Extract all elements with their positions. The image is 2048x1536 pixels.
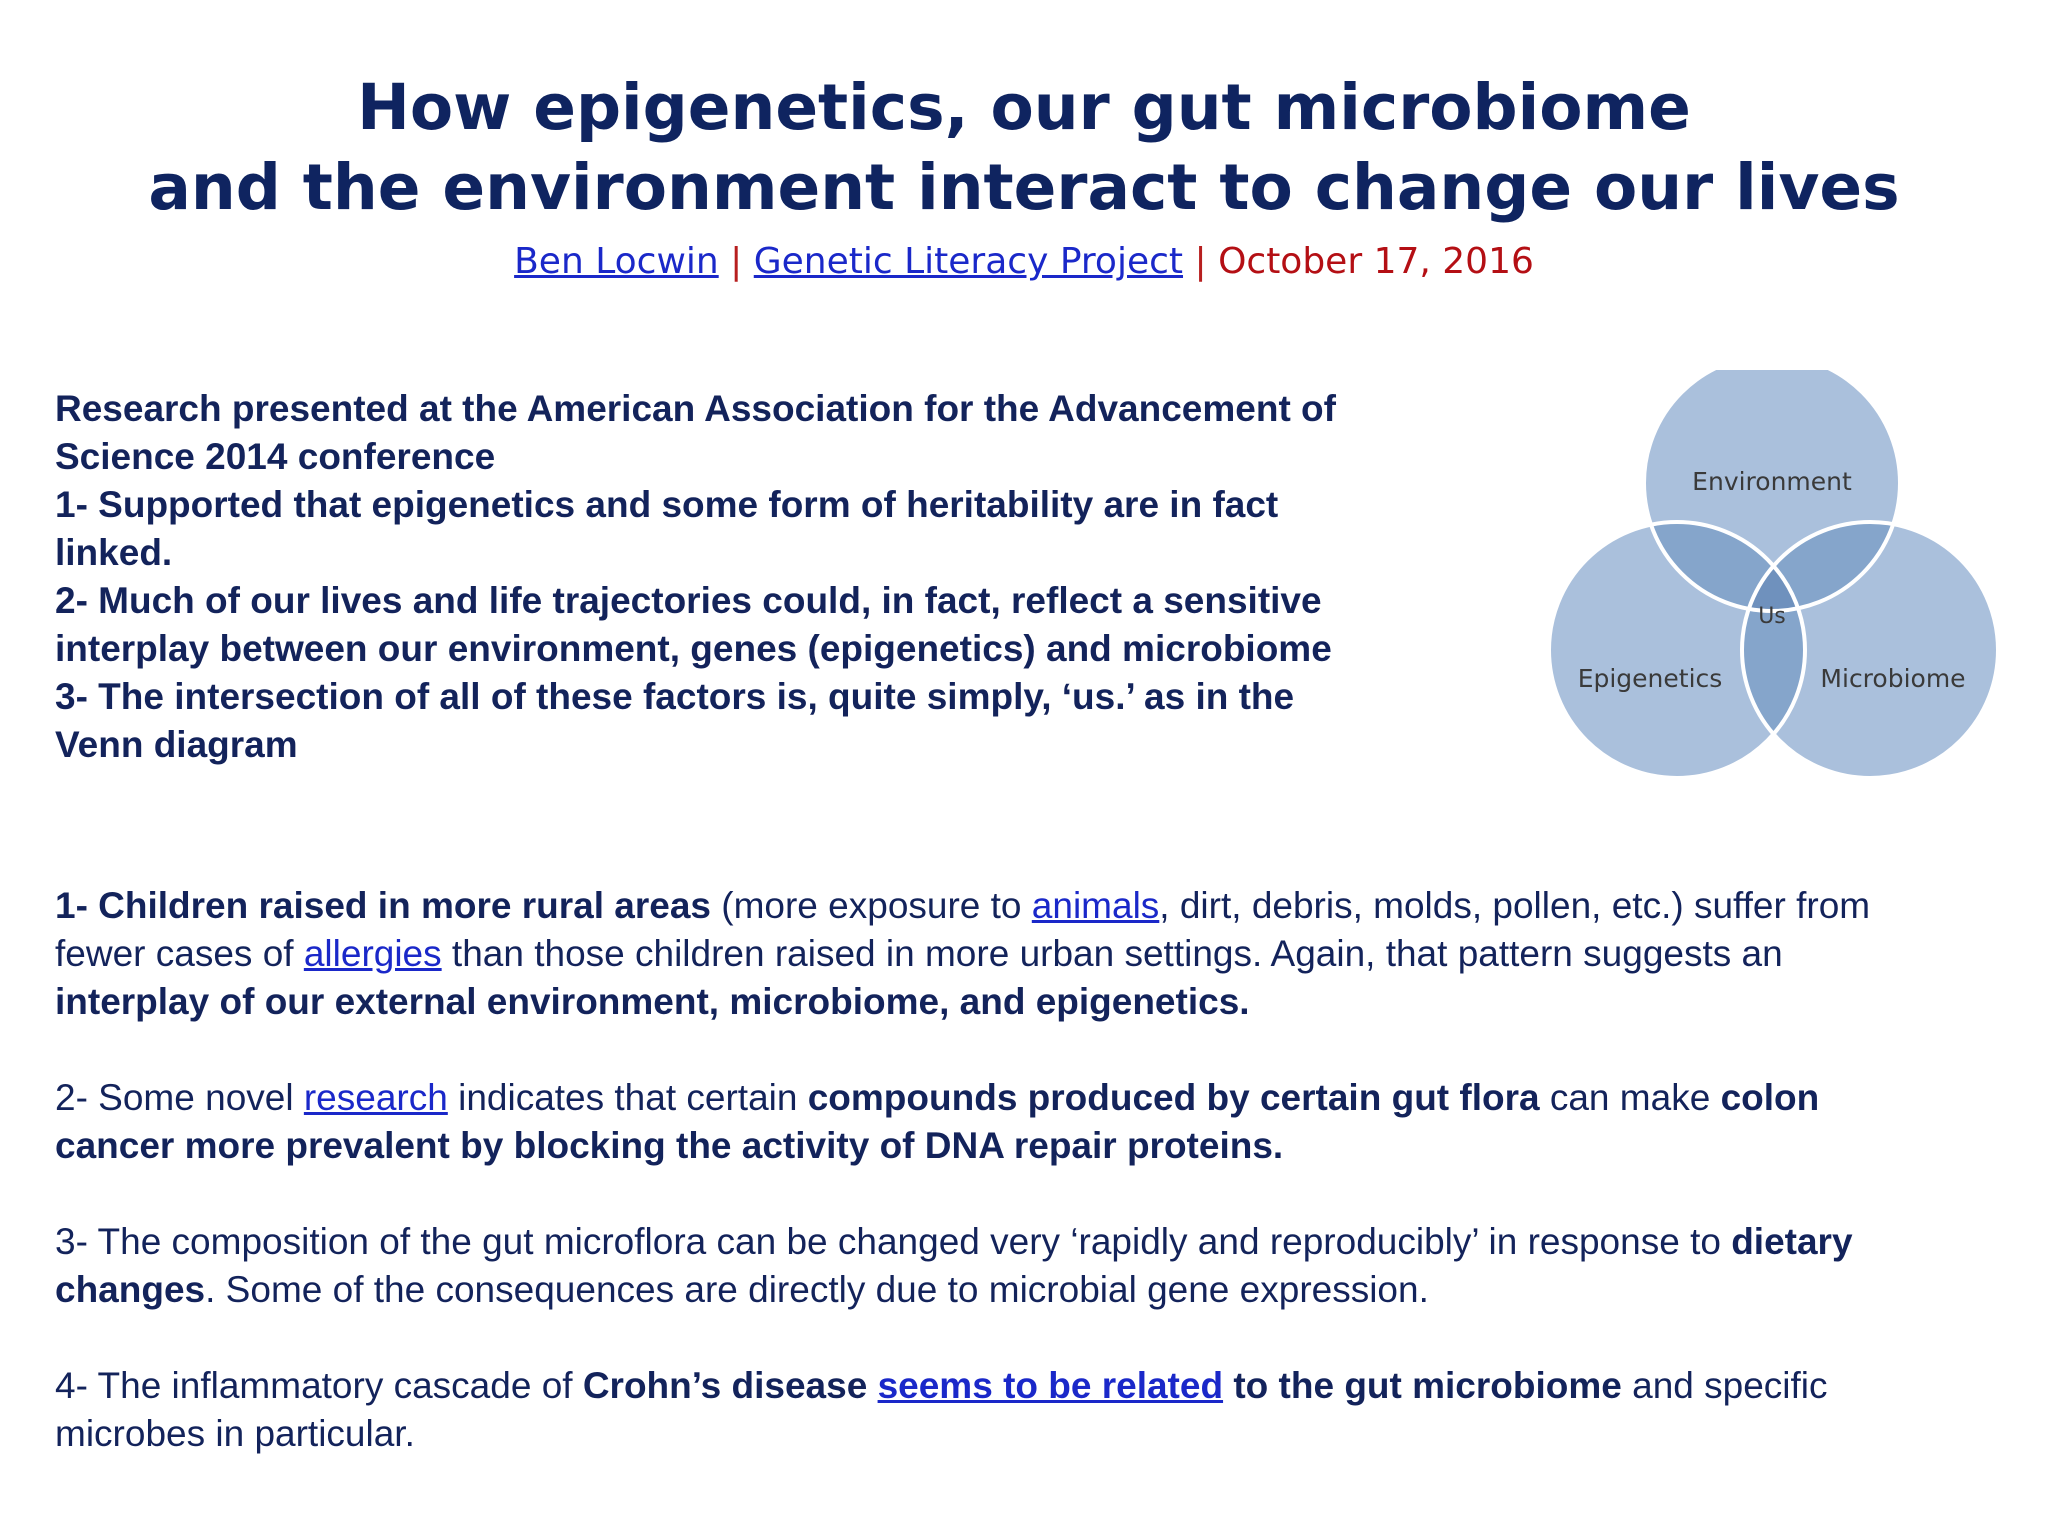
research-link[interactable]: research (303, 1077, 448, 1118)
point-line (55, 978, 2015, 1026)
text-run: 4- The inflammatory cascade of (55, 1365, 583, 1406)
title-line-1: How epigenetics, our gut microbiome (357, 71, 1691, 144)
point-3 (55, 1218, 2015, 1314)
point-line (55, 1362, 2015, 1410)
intro-line: 3- The intersection of all of these factors is, quite simply, ‘us.’ as in the (55, 676, 1295, 717)
point-line (55, 1266, 2015, 1314)
text-run: . Some of the consequences are directly due to microbial gene expression. (205, 1269, 1429, 1310)
text-run: , dirt, debris, molds, pollen, etc.) suffer from (1159, 885, 1871, 926)
text-run: fewer cases of (55, 933, 304, 974)
key-points (55, 882, 2015, 1506)
byline-separator: | (1194, 241, 1207, 282)
point-line (55, 1122, 2015, 1170)
bold-run: to the gut microbiome (1223, 1365, 1622, 1406)
bold-run: colon (1720, 1077, 1820, 1118)
venn-label-epigenetics: Epigenetics (1577, 664, 1723, 693)
venn-label-environment: Environment (1692, 467, 1852, 496)
title-line-2: and the environment interact to change our lives (148, 151, 1900, 224)
venn-diagram (1540, 370, 2010, 810)
bold-run: changes (55, 1269, 206, 1310)
byline-separator: | (730, 241, 743, 282)
point-line (55, 1218, 2015, 1266)
animals-link[interactable]: animals (1031, 885, 1160, 926)
text-run: can make (1539, 1077, 1721, 1118)
author-link[interactable]: Ben Locwin (514, 241, 719, 282)
intro-line: 1- Supported that epigenetics and some form of heritability are in fact (55, 484, 1279, 525)
venn-label-microbiome: Microbiome (1820, 664, 1966, 693)
bold-run: interplay of our external environment, microbiome, and epigenetics. (55, 981, 1250, 1022)
intro-line: 2- Much of our lives and life trajectories could, in fact, reflect a sensitive (55, 580, 1322, 621)
point-line (55, 1410, 2015, 1458)
point-4 (55, 1362, 2015, 1458)
publish-date: October 17, 2016 (1218, 241, 1534, 282)
text-run: 2- Some novel (55, 1077, 304, 1118)
bold-run: compounds produced by certain gut flora (807, 1077, 1540, 1118)
point-1-heading: 1- Children raised in more rural areas (55, 885, 711, 926)
point-line (55, 882, 2015, 930)
text-run: indicates that certain (447, 1077, 808, 1118)
point-2 (55, 1074, 2015, 1170)
byline (0, 238, 2048, 286)
point-1 (55, 882, 2015, 1026)
intro-line: Venn diagram (55, 724, 298, 765)
text-run: (more exposure to (710, 885, 1032, 926)
publication-link[interactable]: Genetic Literacy Project (753, 241, 1184, 282)
text-run (867, 1365, 877, 1406)
allergies-link[interactable]: allergies (303, 933, 442, 974)
intro-line: linked. (55, 532, 173, 573)
text-run: and specific (1621, 1365, 1828, 1406)
intro-line: interplay between our environment, genes (epigenetics) and microbiome (55, 628, 1332, 669)
text-run: than those children raised in more urban settings. Again, that pattern suggests an (441, 933, 1783, 974)
venn-label-us: Us (1758, 604, 1786, 629)
intro-summary (55, 385, 1485, 769)
bold-run: dietary (1731, 1221, 1853, 1262)
text-run: 3- The composition of the gut microflora can be changed very ‘rapidly and reproducibly’ in response to (55, 1221, 1732, 1262)
point-line (55, 930, 2015, 978)
intro-line: Research presented at the American Association for the Advancement of (55, 388, 1336, 429)
crohns-study-link[interactable]: seems to be related (877, 1365, 1224, 1406)
bold-run: Crohn’s disease (582, 1365, 868, 1406)
article-header (0, 68, 2048, 286)
intro-line: Science 2014 conference (55, 436, 496, 477)
bold-run: cancer more prevalent by blocking the activity of DNA repair proteins. (55, 1125, 1284, 1166)
point-line (55, 1074, 2015, 1122)
text-run: microbes in particular. (55, 1413, 415, 1454)
